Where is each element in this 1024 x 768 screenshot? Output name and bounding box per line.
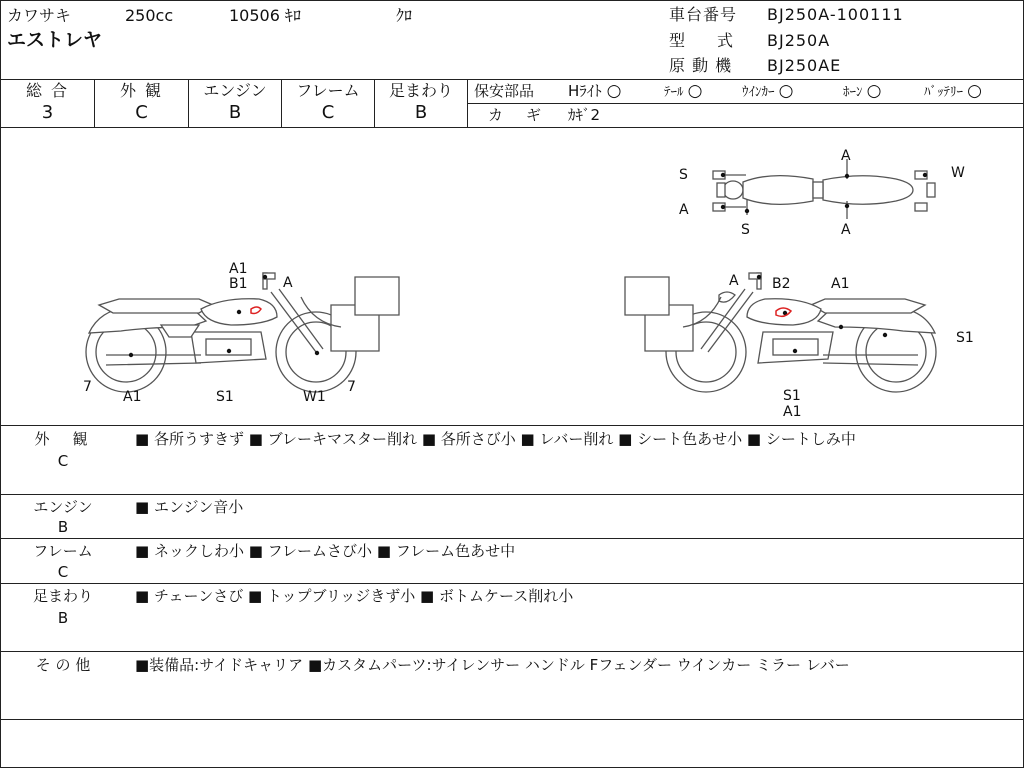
- safety-parts: [468, 79, 1023, 127]
- grade-row: [1, 79, 1023, 128]
- grade-value: 3: [41, 102, 54, 123]
- key-label: カ ギ: [488, 106, 546, 124]
- vehicle-header: [1, 1, 1023, 80]
- grade-value: B: [414, 102, 428, 123]
- note-exterior: [1, 425, 1023, 495]
- grade-label: フレーム: [296, 81, 360, 100]
- safety-item-winker: ｳｲﾝｶｰ ○: [742, 81, 794, 101]
- note-category: 外 観: [34, 430, 92, 448]
- note-grade: B: [57, 609, 69, 627]
- mark-left-w1: W1: [303, 389, 326, 405]
- grade-value: C: [321, 102, 335, 123]
- mark-top-w: W: [951, 165, 965, 181]
- grade-suspension: [375, 79, 468, 127]
- type-value: BJ250A: [767, 31, 831, 50]
- grade-frame: [282, 79, 375, 127]
- grade-value: B: [228, 102, 242, 123]
- grade-label: 外 観: [119, 81, 164, 100]
- type-label: 型 式: [669, 31, 734, 50]
- safety-item-battery: ﾊﾞｯﾃﾘｰ ○: [924, 81, 982, 101]
- note-text: ■ エンジン音小: [135, 498, 244, 516]
- mark-top-a2: A: [841, 148, 851, 164]
- mark-right-a1: A1: [831, 276, 850, 292]
- mark-right-s1-side: S1: [956, 330, 974, 346]
- key-row: [468, 103, 1023, 127]
- safety-title: 保安部品: [474, 82, 535, 100]
- note-frame: [1, 538, 1023, 584]
- mark-top-a3: A: [841, 222, 851, 238]
- key-value: ｶｷﾞ2: [568, 106, 601, 124]
- note-category: そ の 他: [35, 656, 91, 674]
- mark-left-a: A: [283, 275, 293, 291]
- mark-top-s2: S: [741, 222, 750, 238]
- note-text: ■装備品:サイドキャリア ■カスタムパーツ:サイレンサー ハンドル Fフェンダー ウインカー ミラー レバー: [135, 656, 850, 674]
- mark-left-a1: A1: [229, 261, 248, 277]
- safety-row: [468, 79, 1023, 104]
- engine-value: BJ250AE: [767, 56, 842, 75]
- safety-item-tail: ﾃｰﾙ ○: [664, 81, 703, 101]
- displacement: 250cc: [125, 6, 174, 25]
- note-engine: [1, 494, 1023, 539]
- safety-item-horn: ﾎｰﾝ ○: [843, 81, 882, 101]
- engine-label: 原 動 機: [669, 56, 733, 75]
- maker: カワサキ: [7, 6, 72, 25]
- note-other: [1, 651, 1023, 720]
- mark-top-s1: S: [679, 167, 688, 183]
- model-name: エストレヤ: [7, 29, 103, 51]
- mark-left-7a: 7: [83, 379, 92, 395]
- frame-no-label: 車台番号: [669, 5, 738, 24]
- note-category: フレーム: [33, 542, 93, 560]
- note-grade: C: [57, 452, 69, 470]
- mark-left-7b: 7: [347, 379, 356, 395]
- frame-no: BJ250A-100111: [767, 5, 904, 24]
- note-category: エンジン: [33, 498, 93, 516]
- damage-diagram: [1, 127, 1023, 426]
- mileage: 10506 ｷﾛ: [229, 6, 301, 25]
- note-text: ■ 各所うすきず ■ ブレーキマスター削れ ■ 各所さび小 ■ レバー削れ ■ シート色あせ小 ■ シートしみ中: [135, 430, 856, 448]
- note-text: ■ ネックしわ小 ■ フレームさび小 ■ フレーム色あせ中: [135, 542, 516, 560]
- motorcycle-diagrams: [1, 127, 1023, 425]
- grade-label: 総 合: [25, 81, 70, 100]
- note-grade: B: [57, 518, 69, 536]
- grade-label: エンジン: [203, 81, 267, 100]
- top-view-bike: [713, 159, 935, 219]
- mark-top-a1: A: [679, 202, 689, 218]
- safety-item-headlight: Hﾗｲﾄ ○: [568, 81, 622, 101]
- mark-right-b2: B2: [772, 276, 791, 292]
- mark-right-a: A: [729, 273, 739, 289]
- grade-overall: [1, 79, 95, 127]
- grade-exterior: [95, 79, 189, 127]
- mark-right-s1: S1: [783, 388, 801, 404]
- mark-right-a1-bottom: A1: [783, 404, 802, 420]
- note-category: 足まわり: [32, 587, 93, 605]
- grade-label: 足まわり: [388, 81, 453, 100]
- mark-left-b1: B1: [229, 276, 248, 292]
- note-grade: C: [57, 563, 69, 581]
- grade-engine: [189, 79, 282, 127]
- mark-left-a1-bottom: A1: [123, 389, 142, 405]
- note-text: ■ チェーンさび ■ トップブリッジきず小 ■ ボトムケース削れ小: [135, 587, 574, 605]
- color: ｸﾛ: [396, 6, 413, 25]
- mark-left-s1: S1: [216, 389, 234, 405]
- note-suspension: [1, 583, 1023, 652]
- grade-value: C: [135, 102, 148, 123]
